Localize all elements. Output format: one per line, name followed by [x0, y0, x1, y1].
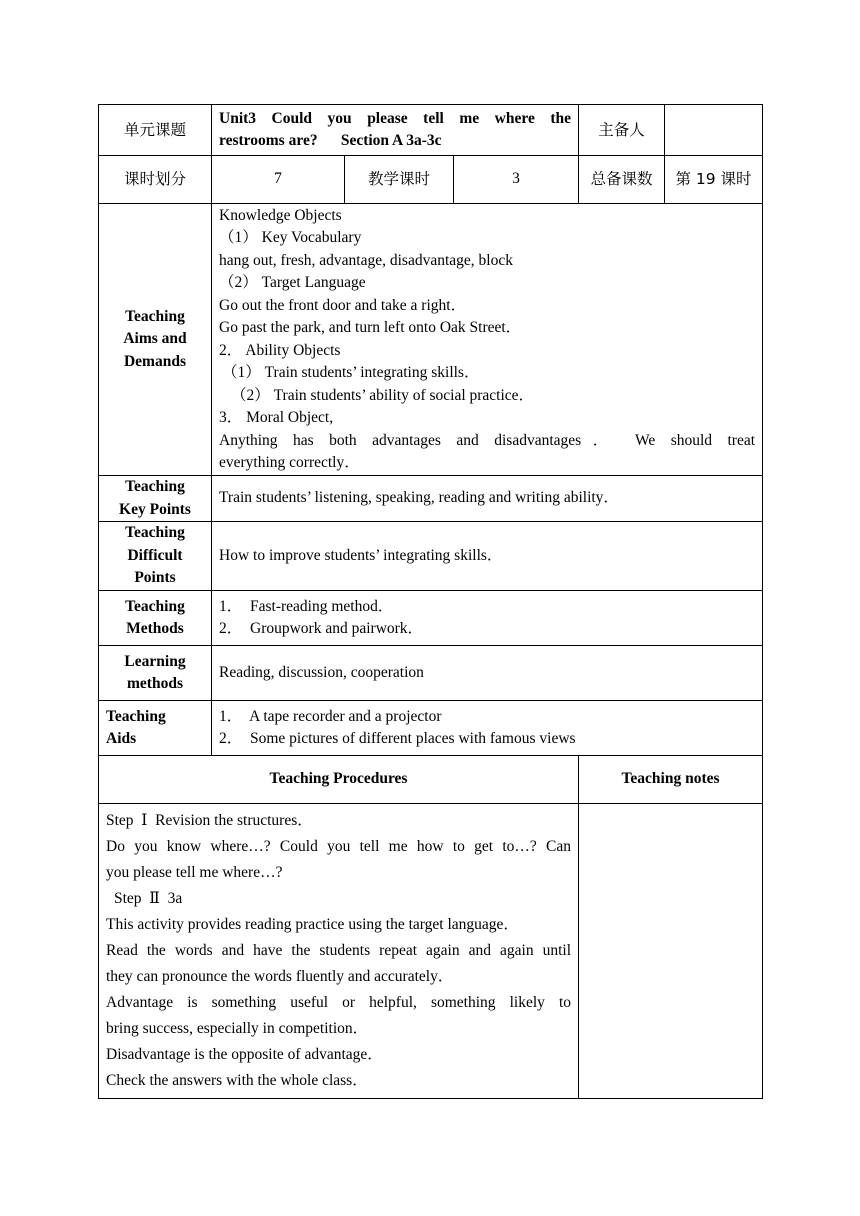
aids-content [212, 701, 763, 756]
key-points-label-line-1: Teaching [125, 478, 185, 495]
methods-row [99, 591, 763, 646]
aids-line: 2． Some pictures of different places with famous views [219, 730, 576, 747]
unit-title [212, 105, 579, 156]
procedures-header: Teaching Procedures [99, 756, 579, 804]
procedure-line: Step Ⅰ Revision the structures． [106, 812, 313, 829]
unit-label: 单元课题 [99, 105, 212, 156]
aids-label-line-2: Aids [106, 730, 137, 747]
difficult-points-label [99, 522, 212, 591]
aims-line: Anything has both advantages and disadvantages． We should treat [219, 431, 756, 449]
difficult-points-label-line-3: Points [134, 569, 176, 587]
key-points-text: Train students’ listening, speaking, reading and writing ability． [212, 476, 763, 522]
procedure-line: Step Ⅱ 3a [114, 890, 183, 907]
procedure-line: Check the answers with the whole class． [106, 1072, 368, 1089]
unit-row [99, 105, 763, 156]
aims-line: Knowledge Objects [219, 206, 342, 224]
learning-label-line-2: methods [127, 675, 183, 692]
learning-label [99, 646, 212, 701]
total-label: 总备课数 [579, 156, 665, 204]
aims-content [212, 204, 763, 476]
methods-line: 1． Fast-reading method． [219, 597, 394, 615]
unit-title-line-1: Unit3 Could you please tell me where the [219, 109, 572, 127]
procedure-line: they can pronounce the words fluently and accurately． [106, 968, 454, 985]
aims-line: （1） Train students’ integrating skills． [222, 364, 480, 381]
aids-row [99, 701, 763, 756]
procedures-row [99, 804, 763, 1099]
notes-header: Teaching notes [579, 756, 763, 804]
period-label: 课时划分 [99, 156, 212, 204]
procedures-content [99, 804, 579, 1099]
procedure-line: you please tell me where…? [106, 864, 283, 881]
procedure-line: Disadvantage is the opposite of advantage． [106, 1046, 383, 1063]
key-points-row [99, 476, 763, 522]
unit-title-line-2: restrooms are? Section A 3a-3c [219, 132, 442, 149]
preparer-label: 主备人 [579, 105, 665, 156]
preparer-value [665, 105, 763, 156]
aids-label-line-1: Teaching [106, 707, 166, 725]
aims-line: Go past the park, and turn left onto Oak Street． [219, 319, 522, 336]
teaching-period-label: 教学课时 [345, 156, 454, 204]
aids-label [99, 701, 212, 756]
methods-label-line-1: Teaching [125, 597, 185, 615]
procedure-line: bring success, especially in competition． [106, 1020, 369, 1037]
learning-row [99, 646, 763, 701]
period-row [99, 156, 763, 204]
procedure-line: Advantage is something useful or helpful, something likely to [106, 994, 572, 1011]
methods-label-line-2: Methods [126, 620, 184, 637]
aims-label-line-2: Aims and [123, 330, 187, 348]
procedure-line: Read the words and have the students repeat again and again until [106, 942, 572, 959]
aims-line: （2） Target Language [219, 274, 366, 291]
methods-line: 2． Groupwork and pairwork． [219, 620, 424, 637]
learning-text: Reading, discussion, cooperation [212, 646, 763, 701]
aims-label [99, 204, 212, 476]
period-value: 7 [212, 156, 345, 204]
lesson-plan-table [98, 104, 763, 1099]
total-value: 第 19 课时 [665, 156, 763, 204]
aims-label-line-1: Teaching [125, 307, 185, 325]
difficult-points-row [99, 522, 763, 591]
difficult-points-label-line-2: Difficult [127, 546, 183, 564]
teaching-period-value: 3 [454, 156, 579, 204]
difficult-points-text: How to improve students’ integrating skills． [212, 522, 763, 591]
teaching-notes [579, 804, 763, 1099]
methods-content [212, 591, 763, 646]
aims-row [99, 204, 763, 476]
aims-line: （1） Key Vocabulary [219, 229, 362, 246]
aims-line: Go out the front door and take a right． [219, 296, 467, 314]
procedure-line: This activity provides reading practice using the target language． [106, 916, 519, 933]
procedure-line: Do you know where…? Could you tell me how to get to…? Can [106, 838, 572, 855]
aims-label-line-3: Demands [123, 352, 186, 370]
aims-line: hang out, fresh, advantage, disadvantage, block [219, 251, 513, 269]
aims-line: 2． Ability Objects [219, 341, 341, 359]
key-points-label-line-2: Key Points [119, 500, 191, 518]
procedures-header-row [99, 756, 763, 804]
aims-line: （2） Train students’ ability of social practice． [231, 386, 535, 404]
learning-label-line-1: Learning [124, 652, 186, 670]
key-points-label [99, 476, 212, 522]
aims-line: 3． Moral Object, [219, 409, 334, 426]
aids-line: 1． A tape recorder and a projector [219, 707, 442, 725]
difficult-points-label-line-1: Teaching [125, 524, 185, 542]
aims-line: everything correctly． [219, 454, 360, 471]
methods-label [99, 591, 212, 646]
